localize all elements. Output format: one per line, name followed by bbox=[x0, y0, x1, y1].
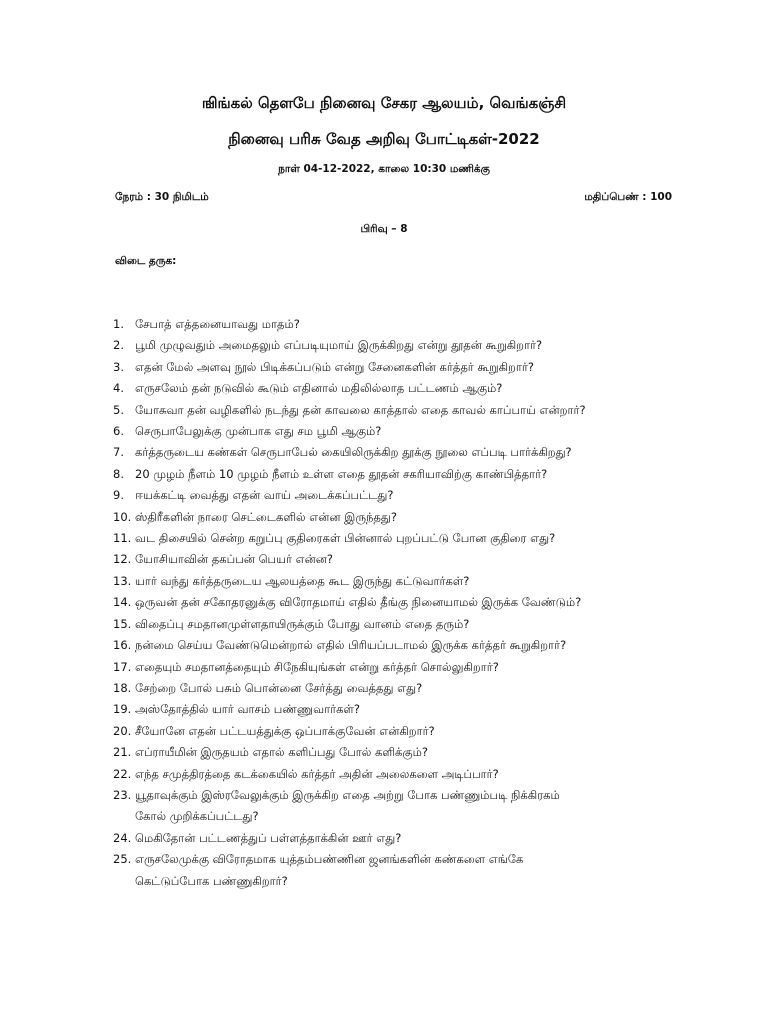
question-number: 23. bbox=[113, 787, 132, 802]
question-number: 20. bbox=[113, 723, 132, 738]
question-item bbox=[113, 785, 713, 828]
question-text: யூதாவுக்கும் இஸ்ரவேலுக்கும் இருக்கிற எதை அற்று போக பண்ணும்படி நிக்கிரகம் கோல் முறிக்கப்பட்டது? bbox=[135, 787, 560, 824]
question-text: நன்மை செய்ய வேண்டுமென்றால் எதில் பிரியப்படாமல் இருக்க கர்த்தர் கூறுகிறார்? bbox=[135, 638, 567, 653]
question-text: பூமி முழுவதும் அமைதலும் எப்படியுமாய் இருக்கிறது என்று தூதன் கூறுகிறார்? bbox=[135, 338, 543, 353]
question-text: கர்த்தருடைய கண்கள் செருபாபேல் கையிலிருக்கிற தூக்கு நூலை எப்படி பார்க்கிறது? bbox=[135, 445, 572, 460]
question-item bbox=[113, 464, 713, 485]
question-number: 15. bbox=[113, 616, 132, 631]
question-text: செருபாபேலுக்கு முன்பாக எது சம பூமி ஆகும்? bbox=[135, 424, 382, 439]
question-text: 20 முழம் நீளம் 10 முழம் நீளம் உள்ள எதை தூதன் சகரியாவிற்கு காண்பித்தார்? bbox=[135, 466, 548, 481]
question-text: எதையும் சமதானத்தையும் சிநேகியுங்கள் என்று கர்த்தர் சொல்லுகிறார்? bbox=[135, 659, 499, 674]
church-title: ஙிங்கல் தௌபே நினைவு சேகர ஆலயம், வெங்கஞ்சி bbox=[201, 94, 567, 112]
question-item bbox=[113, 314, 713, 335]
question-item bbox=[113, 828, 713, 849]
question-item bbox=[113, 742, 713, 763]
question-text: அஸ்தோத்தில் யார் வாசம் பண்ணுவார்கள்? bbox=[135, 702, 360, 717]
question-number: 6. bbox=[113, 424, 124, 439]
section-label: பிரிவு – 8 bbox=[360, 223, 408, 235]
question-item bbox=[113, 442, 713, 463]
competition-title: நினைவு பரிசு வேத அறிவு போட்டிகள்-2022 bbox=[228, 130, 540, 148]
question-item bbox=[113, 571, 713, 592]
question-number: 13. bbox=[113, 573, 132, 588]
question-number: 3. bbox=[113, 359, 124, 374]
question-text: ஈயக்கட்டி வைத்து எதன் வாய் அடைக்கப்பட்டது? bbox=[135, 488, 394, 503]
question-number: 4. bbox=[113, 381, 124, 396]
question-list bbox=[113, 314, 713, 892]
question-item bbox=[113, 485, 713, 506]
question-text: சேற்றை போல் பசும் பொன்னை சேர்த்து வைத்தது எது? bbox=[135, 680, 423, 695]
date-line: நாள் 04-12-2022, காலை 10:30 மணிக்கு bbox=[278, 163, 490, 175]
total-marks: மதிப்பெண் : 100 bbox=[584, 191, 672, 203]
question-text: எதன் மேல் அளவு நூல் பிடிக்கப்படும் என்று சேனைகளின் கர்த்தர் கூறுகிறார்? bbox=[135, 359, 534, 374]
question-item bbox=[113, 549, 713, 570]
question-text: சீயோனே எதன் பட்டயத்துக்கு ஒப்பாக்குவேன் என்கிறார்? bbox=[135, 723, 435, 738]
question-number: 1. bbox=[113, 317, 124, 331]
question-text: எருசலேம் தன் நடுவில் கூடும் எதினால் மதிலில்லாத பட்டணம் ஆகும்? bbox=[135, 381, 503, 396]
question-number: 8. bbox=[113, 466, 124, 481]
question-text: யார் வந்து கர்த்தருடைய ஆலயத்தை கூட இருந்து கட்டுவார்கள்? bbox=[135, 573, 470, 588]
question-number: 2. bbox=[113, 338, 124, 353]
question-item bbox=[113, 678, 713, 699]
instruction: விடை தருக: bbox=[115, 255, 177, 267]
question-text: யோசியாவின் தகப்பன் பெயர் என்ன? bbox=[135, 552, 333, 567]
question-text: சேபாத் எத்தனையாவது மாதம்? bbox=[135, 317, 300, 331]
question-text: ஒருவன் தன் சகோதரனுக்கு விரோதமாய் எதில் தீங்கு நினையாமல் இருக்க வேண்டும்? bbox=[135, 595, 582, 610]
question-item bbox=[113, 357, 713, 378]
question-number: 11. bbox=[113, 531, 132, 546]
question-number: 21. bbox=[113, 745, 132, 760]
question-item bbox=[113, 528, 713, 549]
question-number: 12. bbox=[113, 552, 132, 567]
question-number: 24. bbox=[113, 830, 132, 845]
question-number: 22. bbox=[113, 766, 132, 781]
question-item bbox=[113, 592, 713, 613]
question-text: ஸ்திரீகளின் நாரை செட்டைகளில் என்ன இருந்தது? bbox=[135, 509, 397, 524]
question-text: எருசலேமுக்கு விரோதமாக யுத்தம்பண்ணின ஜனங்களின் கண்களை எங்கே கெட்டுப்போக பண்ணுகிறார்? bbox=[135, 852, 524, 888]
question-text: மெகிதோன் பட்டணத்துப் பள்ளத்தாக்கின் ஊர் எது? bbox=[135, 830, 402, 845]
question-item bbox=[113, 421, 713, 442]
question-number: 25. bbox=[113, 852, 132, 867]
question-item bbox=[113, 699, 713, 720]
question-item bbox=[113, 635, 713, 656]
question-number: 17. bbox=[113, 659, 132, 674]
time-limit: நேரம் : 30 நிமிடம் bbox=[115, 191, 209, 203]
question-item bbox=[113, 721, 713, 742]
question-item bbox=[113, 764, 713, 785]
question-number: 14. bbox=[113, 595, 132, 610]
question-item bbox=[113, 507, 713, 528]
question-number: 18. bbox=[113, 680, 132, 695]
question-text: எந்த சமுத்திரத்தை கடக்கையில் கர்த்தர் அதின் அலைகளை அடிப்பார்? bbox=[135, 766, 499, 781]
question-item bbox=[113, 400, 713, 421]
question-item bbox=[113, 657, 713, 678]
question-text: விதைப்பு சமதானமுள்ளதாயிருக்கும் போது வானம் எதை தரும்? bbox=[135, 616, 470, 631]
question-item bbox=[113, 849, 713, 892]
question-number: 19. bbox=[113, 702, 132, 717]
question-text: யோசுவா தன் வழிகளில் நடந்து தன் காவலை காத்தால் எதை காவல் காப்பாய் என்றார்? bbox=[135, 402, 586, 417]
question-text: எப்ராயீமின் இருதயம் எதால் களிப்பது போல் களிக்கும்? bbox=[135, 745, 428, 760]
question-item bbox=[113, 335, 713, 356]
question-item bbox=[113, 614, 713, 635]
question-number: 10. bbox=[113, 509, 132, 524]
question-number: 16. bbox=[113, 638, 132, 653]
question-number: 7. bbox=[113, 445, 124, 460]
question-number: 9. bbox=[113, 488, 124, 503]
question-item bbox=[113, 378, 713, 399]
question-number: 5. bbox=[113, 402, 124, 417]
question-text: வட திசையில் சென்ற கறுப்பு குதிரைகள் பின்னால் புறப்பட்டு போன குதிரை எது? bbox=[135, 531, 556, 546]
